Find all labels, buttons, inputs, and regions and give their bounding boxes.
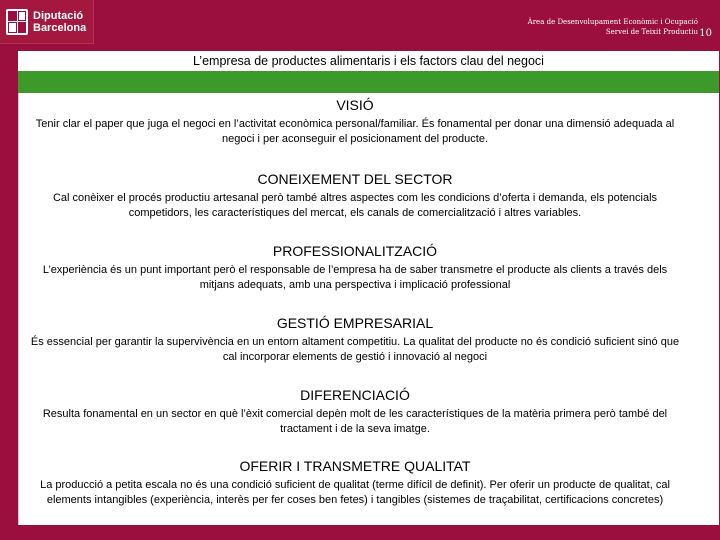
section-heading: GESTIÓ EMPRESARIAL bbox=[276, 315, 434, 331]
logo-text bbox=[33, 10, 86, 34]
section-qualitat bbox=[19, 458, 691, 508]
section-text: Cal conèixer el procés productiu artesanal però també altres aspectes com les condicions d’oferta i demanda, els potencials competidors, les característiques del mercat, els canals de comercialització i altres variables. bbox=[52, 192, 658, 219]
section-text: Tenir clar el paper que juga el negoci en l’activitat econòmica personal/familiar. És fonamental per donar una dimensió adequada al negoci i per aconseguir el posicionament del producte. bbox=[35, 118, 675, 145]
department-header bbox=[528, 17, 698, 37]
section-text: Resulta fonamental en un sector en què l’èxit comercial depèn molt de les característiques de la matèria primera però també del tractament i de la seva imatge. bbox=[42, 408, 668, 435]
page-number: 10 bbox=[699, 28, 712, 39]
department-line-1: Àrea de Desenvolupament Econòmic i Ocupació bbox=[527, 18, 698, 26]
content-area bbox=[18, 93, 719, 525]
section-coneixement bbox=[19, 171, 691, 221]
logo-line-1: Diputació bbox=[33, 9, 84, 22]
section-heading: VISIÓ bbox=[336, 97, 374, 113]
section-gestio bbox=[19, 315, 691, 365]
coat-of-arms-icon bbox=[6, 9, 28, 35]
green-band bbox=[18, 71, 719, 93]
section-diferenciacio bbox=[19, 387, 691, 437]
diputacio-logo bbox=[0, 0, 94, 44]
section-heading: OFERIR I TRANSMETRE QUALITAT bbox=[239, 458, 471, 474]
section-text: És essencial per garantir la supervivència en un entorn altament competitiu. La qualitat del producte no és condició suficient sinó que cal incorporar elements de gestió i innovació al negoci bbox=[30, 336, 680, 363]
section-heading: PROFESSIONALITZACIÓ bbox=[272, 243, 438, 259]
section-visio bbox=[19, 97, 691, 147]
section-text: La producció a petita escala no és una condició suficient de qualitat (terme difícil de definit). Per oferir un producte de qualitat, cal elements intangibles (experiència, interès per fer coses ben fetes) i tangibles (sistemes de traçabilitat, certificacions concretes) bbox=[40, 479, 670, 506]
section-professionalitzacio bbox=[19, 243, 691, 293]
logo-line-2: Barcelona bbox=[33, 21, 87, 34]
section-heading: DIFERENCIACIÓ bbox=[300, 387, 410, 403]
slide-title: L’empresa de productes alimentaris i els factors clau del negoci bbox=[18, 51, 719, 71]
section-text: L’experiència és un punt important però el responsable de l’empresa ha de saber transmetre el producte als clients a través dels mitjans adequats, amb una perspectiva i implicació professional bbox=[42, 264, 668, 291]
department-line-2: Servei de Teixit Productiu bbox=[605, 28, 698, 36]
section-heading: CONEIXEMENT DEL SECTOR bbox=[257, 171, 453, 187]
